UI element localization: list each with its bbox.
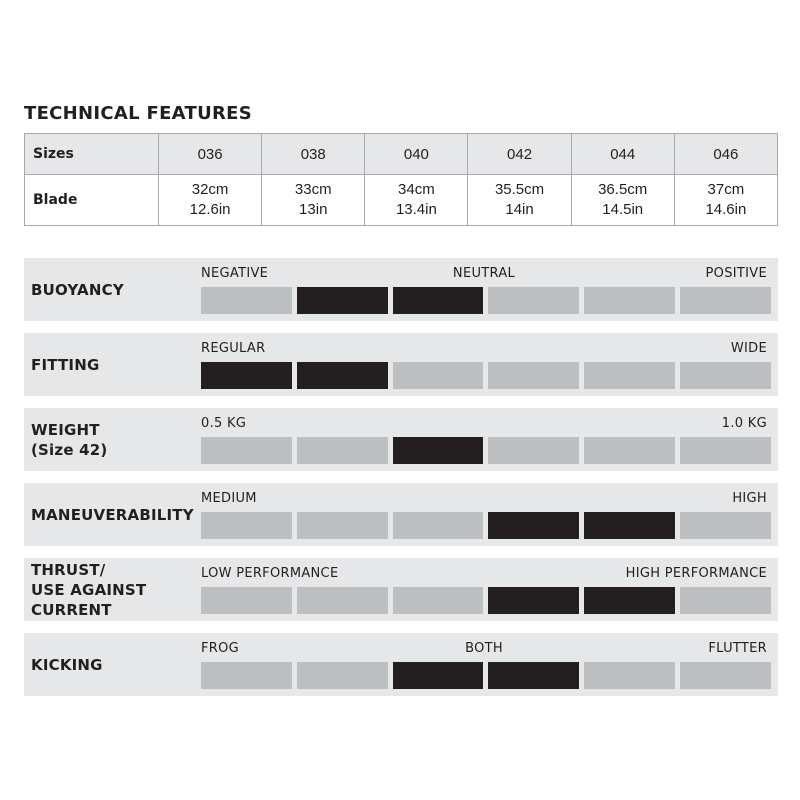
blade-cm: 34cm	[398, 181, 435, 198]
rating-segment-empty	[297, 587, 388, 614]
rating-segment-empty	[393, 362, 484, 389]
rating-segment-empty	[488, 287, 579, 314]
blade-row	[25, 175, 778, 226]
rating-bar	[201, 437, 771, 464]
rating-segment-empty	[297, 662, 388, 689]
rating-segment-filled	[488, 587, 579, 614]
rating-segment-filled	[584, 512, 675, 539]
blade-in: 12.6in	[189, 201, 231, 218]
scale-label-left: NEGATIVE	[201, 266, 269, 281]
blade-cm: 37cm	[707, 181, 745, 198]
feature-panel	[24, 408, 778, 471]
feature-label-line: (Size 42)	[31, 440, 108, 459]
rating-segment-empty	[297, 512, 388, 539]
sizes-row-label: Sizes	[25, 134, 159, 175]
scale-label-right: POSITIVE	[705, 266, 767, 281]
scale-label-left: 0.5 KG	[201, 416, 247, 431]
scale-labels	[201, 491, 767, 509]
rating-segment-empty	[680, 362, 771, 389]
feature-label-line: MANEUVERABILITY	[31, 505, 194, 524]
scale-label-left: REGULAR	[201, 341, 266, 356]
rating-segment-filled	[297, 362, 388, 389]
rating-segment-empty	[680, 587, 771, 614]
rating-segment-filled	[488, 662, 579, 689]
blade-cell	[468, 175, 571, 226]
rating-segment-filled	[488, 512, 579, 539]
rating-segment-filled	[393, 437, 484, 464]
feature-panel	[24, 633, 778, 696]
rating-segment-empty	[201, 587, 292, 614]
rating-segment-empty	[201, 437, 292, 464]
rating-segment-empty	[201, 512, 292, 539]
feature-label-line: BUOYANCY	[31, 280, 124, 299]
feature-label	[31, 633, 201, 696]
feature-panel	[24, 558, 778, 621]
rating-segment-filled	[393, 287, 484, 314]
sizes-row	[25, 134, 778, 175]
scale-label-left: MEDIUM	[201, 491, 257, 506]
blade-in: 14in	[505, 201, 534, 218]
scale-labels	[201, 416, 767, 434]
size-cell: 036	[159, 134, 262, 175]
scale-label-middle: NEUTRAL	[452, 266, 516, 281]
feature-label	[31, 333, 201, 396]
blade-in: 13.4in	[395, 201, 437, 218]
scale-label-right: WIDE	[730, 341, 767, 356]
scale-labels	[201, 341, 767, 359]
feature-panel	[24, 333, 778, 396]
blade-cm: 35.5cm	[494, 181, 545, 198]
rating-segment-filled	[297, 287, 388, 314]
sizes-table	[24, 133, 778, 226]
rating-bar	[201, 362, 771, 389]
scale-label-left: LOW PERFORMANCE	[201, 566, 339, 581]
feature-label-line: CURRENT	[31, 600, 112, 619]
rating-segment-filled	[201, 362, 292, 389]
feature-label	[31, 483, 201, 546]
section-title: TECHNICAL FEATURES	[24, 103, 253, 124]
blade-in: 14.6in	[705, 201, 747, 218]
scale-label-middle: BOTH	[465, 641, 503, 656]
blade-cm: 33cm	[294, 181, 332, 198]
blade-cell	[571, 175, 674, 226]
feature-label-line: WEIGHT	[31, 420, 100, 439]
rating-segment-empty	[297, 437, 388, 464]
blade-cell	[365, 175, 468, 226]
size-cell: 038	[262, 134, 365, 175]
blade-cell	[159, 175, 262, 226]
rating-segment-empty	[680, 437, 771, 464]
scale-label-left: FROG	[201, 641, 240, 656]
rating-segment-empty	[584, 287, 675, 314]
rating-segment-filled	[584, 587, 675, 614]
blade-in: 13in	[299, 201, 328, 218]
size-cell: 042	[468, 134, 571, 175]
feature-label	[31, 558, 201, 621]
feature-label	[31, 408, 201, 471]
rating-bar	[201, 287, 771, 314]
rating-segment-empty	[393, 512, 484, 539]
scale-label-right: FLUTTER	[708, 641, 767, 656]
rating-segment-empty	[488, 437, 579, 464]
blade-cell	[262, 175, 365, 226]
blade-in: 14.5in	[602, 201, 644, 218]
blade-cell	[674, 175, 777, 226]
blade-row-label: Blade	[25, 175, 159, 226]
feature-label-line: FITTING	[31, 355, 100, 374]
rating-segment-empty	[584, 437, 675, 464]
size-cell: 046	[674, 134, 777, 175]
size-cell: 040	[365, 134, 468, 175]
scale-label-right: 1.0 KG	[721, 416, 767, 431]
rating-segment-empty	[680, 287, 771, 314]
rating-segment-empty	[201, 662, 292, 689]
scale-labels	[201, 566, 767, 584]
feature-label-line: USE AGAINST	[31, 580, 147, 599]
scale-labels	[201, 266, 767, 284]
blade-cm: 32cm	[191, 181, 229, 198]
feature-label-line: THRUST/	[31, 560, 106, 579]
rating-segment-empty	[584, 662, 675, 689]
scale-labels	[201, 641, 767, 659]
feature-panel	[24, 258, 778, 321]
rating-segment-empty	[680, 512, 771, 539]
rating-segment-empty	[584, 362, 675, 389]
feature-panel	[24, 483, 778, 546]
scale-label-right: HIGH PERFORMANCE	[625, 566, 767, 581]
blade-cm: 36.5cm	[598, 181, 648, 198]
feature-label-line: KICKING	[31, 655, 103, 674]
rating-bar	[201, 512, 771, 539]
rating-segment-empty	[201, 287, 292, 314]
rating-segment-empty	[393, 587, 484, 614]
rating-segment-filled	[393, 662, 484, 689]
feature-label	[31, 258, 201, 321]
rating-segment-empty	[488, 362, 579, 389]
feature-ratings	[24, 258, 778, 708]
scale-label-right: HIGH	[732, 491, 767, 506]
rating-bar	[201, 587, 771, 614]
size-cell: 044	[571, 134, 674, 175]
rating-bar	[201, 662, 771, 689]
rating-segment-empty	[680, 662, 771, 689]
